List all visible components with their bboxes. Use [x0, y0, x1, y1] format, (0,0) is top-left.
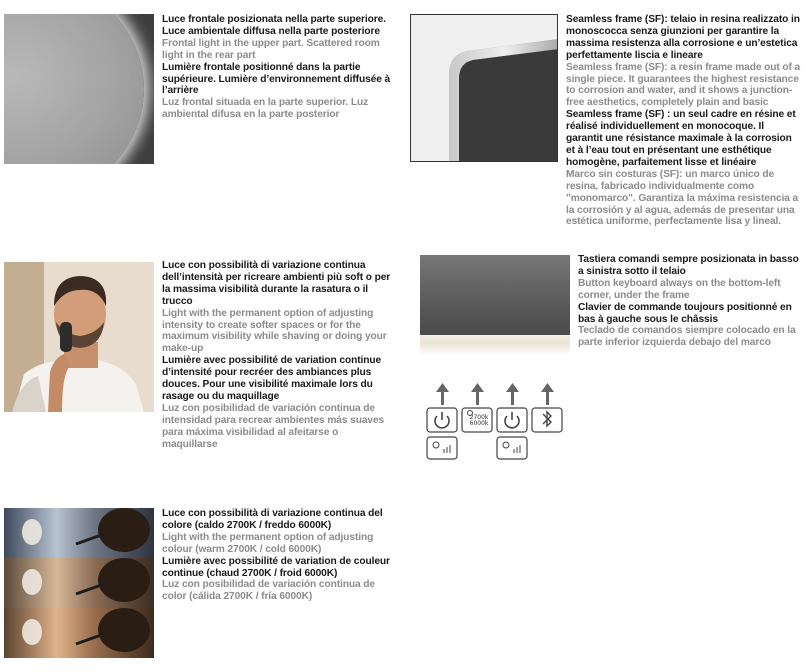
text-es: Luz frontal situada en la parte superior. Luz ambiental difusa en la parte posterior — [162, 97, 369, 121]
text-es: Marco sin costuras (SF): un marco único de resina, fabricado individualmente como "monomarco". Garantiza la máxima resistencia a la corrosión y al agua, además de presentar una estética uniforme, perfectamente lisa y lineal. — [566, 168, 799, 228]
text-es: Luz con posibilidad de variación continua de intensidad para recrear ambientes más suaves para máxima visibilidad al afeitarse o maquillarse — [162, 402, 385, 450]
text-fr: Clavier de commande toujours positionné en bas à gauche sous le châssis — [578, 301, 792, 325]
text-it: Seamless frame (SF): telaio in resina realizzato in monoscocca senza giunzioni per garantire la massima resistenza alla corrosione e un’estetica perfettamente liscia e lineare — [566, 14, 800, 61]
text-fr: Lumière avec possibilité de variation de couleur continue (chaud 2700K / froid 6000K) — [162, 555, 390, 579]
text-it: Luce frontale posizionata nella parte superiore. Luce ambientale diffusa nella parte posteriore — [162, 14, 386, 37]
text-fr: Seamless frame (SF) : un seul cadre en résine et réalisé individuellement en monocoque. Il garantit une résistance maximale à la corrosion et à l’eau tout en présentant une esthétique homogène, parfaitement lisse et linéaire — [566, 109, 796, 168]
section-front-light-text — [162, 14, 392, 121]
temp-cold-label: 6000k — [469, 420, 489, 427]
keypad-photo — [420, 255, 570, 460]
text-en: Light with the permanent option of adjusting intensity to create softer spaces or for the maximum visibility while shaving or doing your make-up — [162, 307, 387, 355]
seamless-frame-photo — [410, 14, 558, 162]
section-intensity-text — [162, 260, 394, 451]
man-shaving-photo — [4, 262, 154, 412]
text-it: Luce con possibilità di variazione continua dell’intensità per ricreare ambienti più soft o per la massima visibilità durante la rasatura o il trucco — [162, 260, 391, 307]
text-es: Teclado de comandos siempre colocado en la parte inferior izquierda debajo del marco — [578, 325, 796, 349]
text-en: Button keyboard always on the bottom-left corner, under the frame — [578, 277, 781, 301]
text-es: Luz con posibilidad de variación continua de color (cálida 2700K / fría 6000K) — [162, 579, 375, 603]
text-en: Seamless frame (SF): a resin frame made out of a single piece. It guarantees the highest resistance to corrosion and water, and it shows a junction-free aesthetics, completely plain and basic — [566, 61, 801, 109]
text-fr: Lumière avec possibilité de variation continue d’intensité pour recréer des ambiances plus douces. Pour une visibilité maximale lors du rasage ou du maquillage — [162, 355, 382, 402]
temp-warm-label: 2700k — [469, 414, 489, 421]
arrow-up-icons — [436, 383, 554, 405]
text-en: Frontal light in the upper part. Scattered room light in the rear part — [162, 37, 380, 61]
colour-temperature-photos — [4, 508, 154, 658]
color-temperature-key-label — [466, 415, 492, 427]
text-fr: Lumière frontale positionné dans la partie supérieure. Lumière d’environnement diffusée à l’arrière — [162, 61, 391, 97]
text-it: Tastiera comandi sempre posizionata in basso a sinistra sotto il telaio — [578, 254, 799, 277]
section-colour-text — [162, 508, 390, 603]
text-en: Light with the permanent option of adjusting colour (warm 2700K / cold 6000K) — [162, 531, 374, 555]
round-mirror-photo — [4, 14, 154, 164]
section-seamless-frame-text — [566, 14, 802, 228]
text-it: Luce con possibilità di variazione continua del colore (caldo 2700K / freddo 6000K) — [162, 508, 383, 531]
section-keypad-text — [578, 254, 802, 349]
